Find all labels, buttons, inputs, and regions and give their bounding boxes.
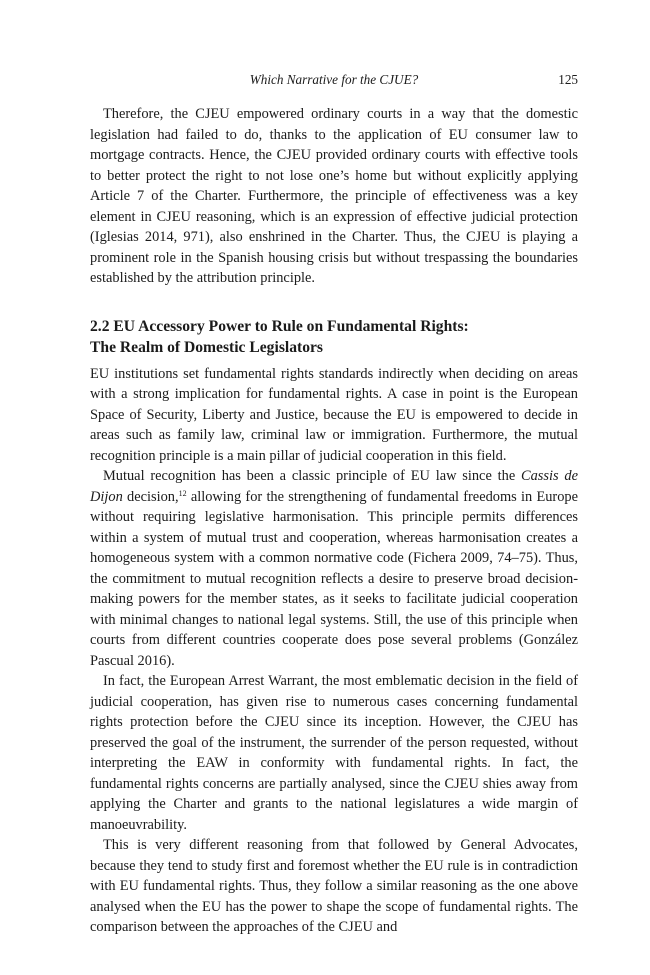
paragraph: EU institutions set fundamental rights standards indirectly when deciding on areas with a strong implication for fundamental rights. A case in point is the European Space of Security, Liberty and Justice, because the EU is empowered to decide in areas such as family law, criminal law or immigration. Furthermore, the mutual recognition principle is a main pillar of judicial cooperation in this field.	[90, 365, 578, 464]
section-heading	[90, 316, 578, 358]
paragraph-text: Mutual recognition has been a classic principle of EU law since the	[103, 468, 522, 484]
book-page	[90, 70, 578, 938]
footnote-reference: 12	[178, 488, 187, 498]
running-head	[90, 70, 578, 90]
running-title: Which Narrative for the CJUE?	[249, 72, 419, 87]
paragraph: This is very different reasoning from that followed by General Advocates, because they tend to study first and foremost whether the EU rule is in contradiction with EU fundamental rights. Thus, they follow a similar reasoning as the one above analysed when the EU has the power to shape the scope of fundamental rights. The comparison between the approaches of the CJEU and	[90, 837, 578, 935]
paragraph: In fact, the European Arrest Warrant, the most emblematic decision in the field of judicial cooperation, has given rise to numerous cases concerning fundamental rights protection before the CJEU since its inception. However, the CJEU has preserved the goal of the instrument, the surrender of the person requested, without interpreting the EAW in conformity with fundamental rights. In fact, the fundamental rights concerns are partially analysed, since the CJEU shies away from applying the Charter and grants to the national legislatures a wide margin of manoeuvrability.	[90, 673, 578, 833]
page-number: 125	[558, 72, 578, 87]
paragraph-text: decision,	[122, 488, 179, 505]
paragraph	[90, 466, 578, 671]
case-name: Cassis de Dijon	[90, 468, 578, 505]
section-heading-line-1: 2.2 EU Accessory Power to Rule on Fundamental Rights:	[90, 317, 469, 335]
paragraph-text: allowing for the strengthening of fundamental freedoms in Europe without requiring legislative harmonisation. This principle permits differences within a system of mutual trust and cooperation, whereas harmonisation creates a homogeneous system with a common normative code (Fichera 2009, 74–75). Thus, the commitment to mutual recognition reflects a desire to preserve broad decision-making powers for the member states, as it seeks to facilitate judicial cooperation with minimal changes to national legal systems. Still, the use of this principle when courts from different countries cooperate does pose several problems (González Pascual 2016).	[90, 488, 578, 669]
body-text	[90, 104, 578, 938]
paragraph: Therefore, the CJEU empowered ordinary courts in a way that the domestic legislation had failed to do, thanks to the application of EU consumer law to mortgage contracts. Hence, the CJEU provided ordinary courts with effective tools to better protect the right to not lose one’s home but without explicitly applying Article 7 of the Charter. Furthermore, the principle of effectiveness was a key element in CJEU reasoning, which is an expression of effective judicial protection (Iglesias 2014, 971), also enshrined in the Charter. Thus, the CJEU is playing a prominent role in the Spanish housing crisis but without trespassing the boundaries established by the attribution principle.	[90, 106, 578, 286]
section-heading-line-2: The Realm of Domestic Legislators	[90, 338, 323, 356]
